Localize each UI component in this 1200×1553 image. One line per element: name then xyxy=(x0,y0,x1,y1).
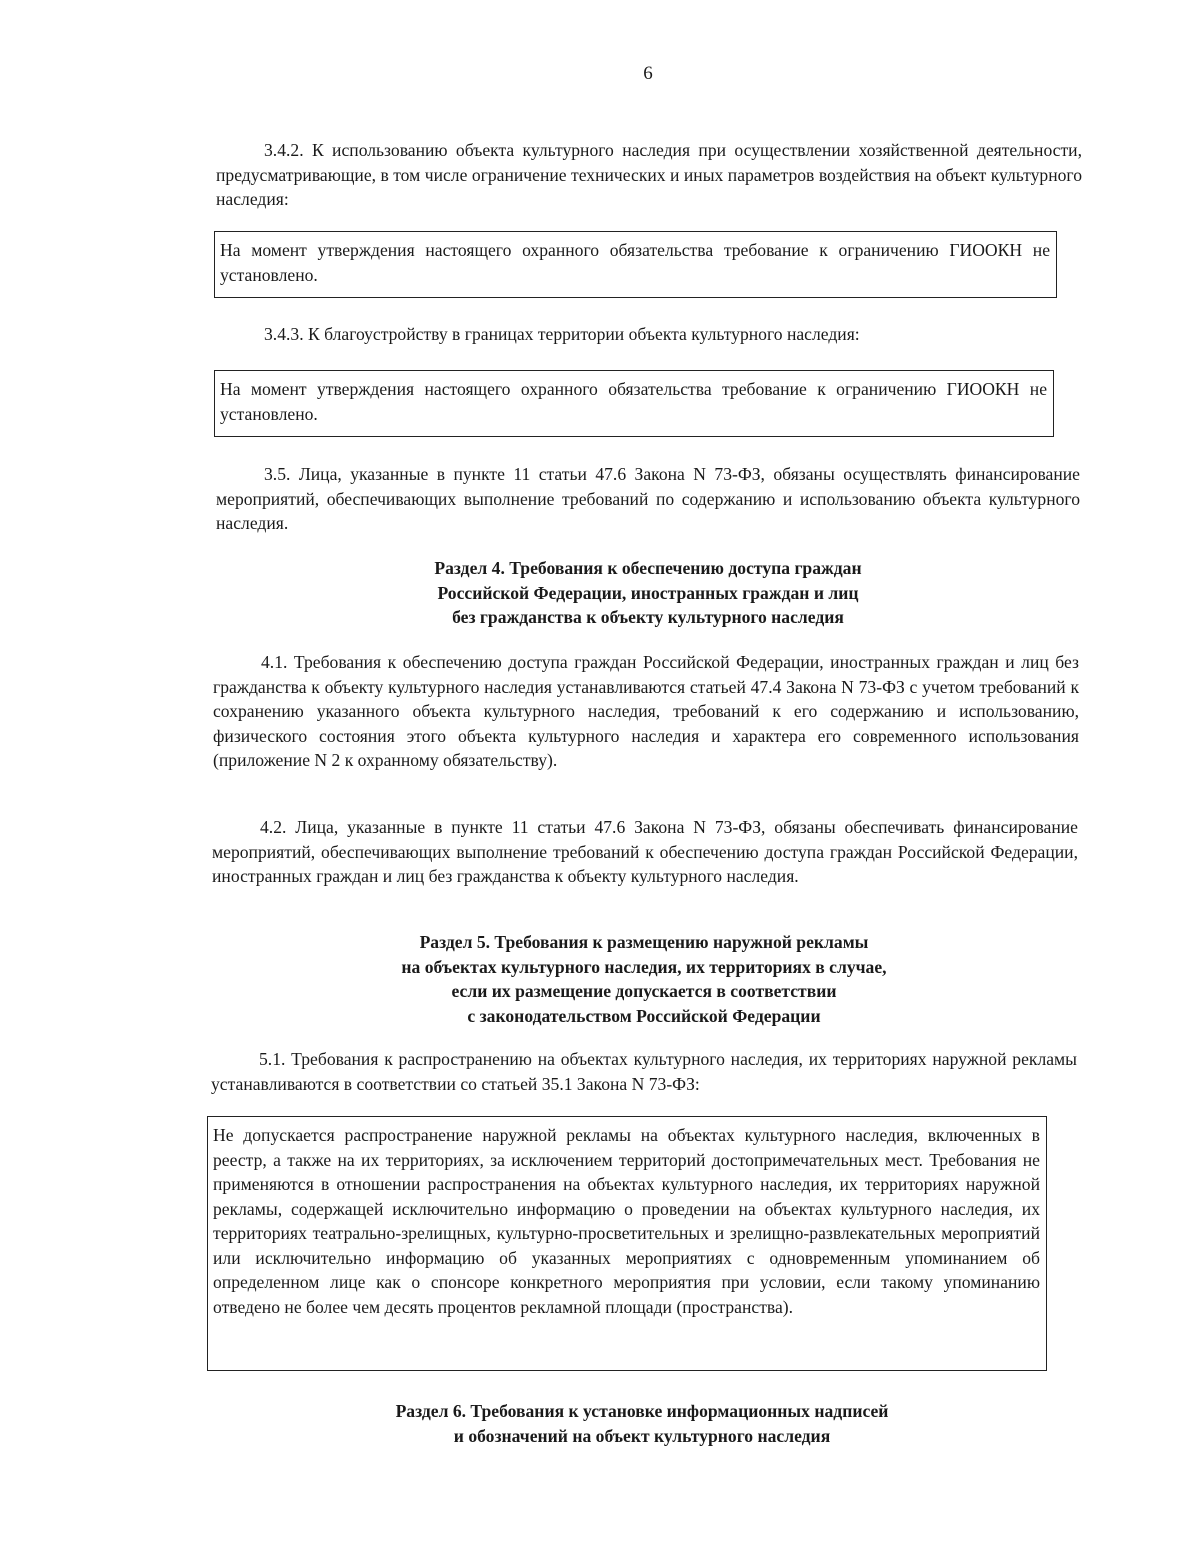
paragraph-text: 3.4.3. К благоустройству в границах территории объекта культурного наследия: xyxy=(264,324,860,344)
requirement-box-5-1 xyxy=(207,1116,1047,1371)
paragraph-5-1 xyxy=(211,1047,1077,1096)
paragraph-4-1 xyxy=(213,650,1079,773)
heading-line: Раздел 4. Требования к обеспечению доступа граждан xyxy=(434,558,862,578)
paragraph-text: 4.2. Лица, указанные в пункте 11 статьи 47.6 Закона N 73-ФЗ, обязаны обеспечивать финансирование мероприятий, обеспечивающих выполнение требований к обеспечению доступа граждан Российской Федерации, иностранных граждан и лиц без гражданства к объекту культурного наследия. xyxy=(212,817,1078,886)
paragraph-text: 4.1. Требования к обеспечению доступа граждан Российской Федерации, иностранных граждан и лиц без гражданства к объекту культурного наследия устанавливаются статьей 47.4 Закона N 73-ФЗ с учетом требований к сохранению указанного объекта культурного наследия, требований к его содержанию и использованию, физического состояния этого объекта культурного наследия и характера его современного использования (приложение N 2 к охранному обязательству). xyxy=(213,652,1079,770)
requirement-box-text: На момент утверждения настоящего охранного обязательства требование к ограничению ГИООКН не установлено. xyxy=(220,379,1047,424)
heading-line: Российской Федерации, иностранных граждан и лиц xyxy=(437,582,859,603)
paragraph-text: 3.4.2. К использованию объекта культурного наследия при осуществлении хозяйственной деятельности, предусматривающие, в том числе ограничение технических и иных параметров воздействия на объект культурного наследия: xyxy=(216,140,1082,209)
heading-line: с законодательством Российской Федерации xyxy=(467,1005,821,1026)
section-5-heading xyxy=(212,930,1076,1028)
heading-line: без гражданства к объекту культурного наследия xyxy=(452,607,844,627)
requirement-box-text: На момент утверждения настоящего охранного обязательства требование к ограничению ГИООКН не установлено. xyxy=(220,240,1050,285)
paragraph-3-4-3 xyxy=(216,322,1082,347)
heading-line: если их размещение допускается в соответствии xyxy=(451,981,837,1001)
requirement-box-3-4-2 xyxy=(214,231,1057,298)
page-number: 6 xyxy=(643,63,653,84)
paragraph-text: 5.1. Требования к распространению на объектах культурного наследия, их территориях наружной рекламы устанавливаются в соответствии со статьей 35.1 Закона N 73-ФЗ: xyxy=(211,1049,1077,1094)
paragraph-3-4-2 xyxy=(216,138,1082,212)
heading-line: на объектах культурного наследия, их территориях в случае, xyxy=(401,956,887,977)
heading-line: и обозначений на объект культурного наследия xyxy=(453,1425,831,1446)
requirement-box-3-4-3 xyxy=(214,370,1054,437)
paragraph-text: 3.5. Лица, указанные в пункте 11 статьи 47.6 Закона N 73-ФЗ, обязаны осуществлять финансирование мероприятий, обеспечивающих выполнение требований по содержанию и использованию объекта культурного наследия. xyxy=(216,464,1080,533)
heading-line: Раздел 6. Требования к установке информационных надписей xyxy=(395,1401,889,1421)
paragraph-3-5 xyxy=(216,462,1080,536)
section-4-heading xyxy=(216,556,1080,630)
heading-line: Раздел 5. Требования к размещению наружной рекламы xyxy=(419,932,869,952)
section-6-heading xyxy=(210,1399,1074,1448)
requirement-box-text: Не допускается распространение наружной рекламы на объектах культурного наследия, включенных в реестр, а также на их территориях, за исключением территорий достопримечательных мест. Требования не применяются в отношении распространения на объектах культурного наследия, их территориях наружной рекламы, содержащей исключительно информацию о проведении на объектах культурного наследия, их территориях театрально-зрелищных, культурно-просветительных и зрелищно-развлекательных мероприятий или исключительно информацию об указанных мероприятиях с одновременным упоминанием об определенном лице как о спонсоре конкретного мероприятия при условии, если такому упоминанию отведено не более чем десять процентов рекламной площади (пространства). xyxy=(213,1125,1040,1317)
paragraph-4-2 xyxy=(212,815,1078,889)
